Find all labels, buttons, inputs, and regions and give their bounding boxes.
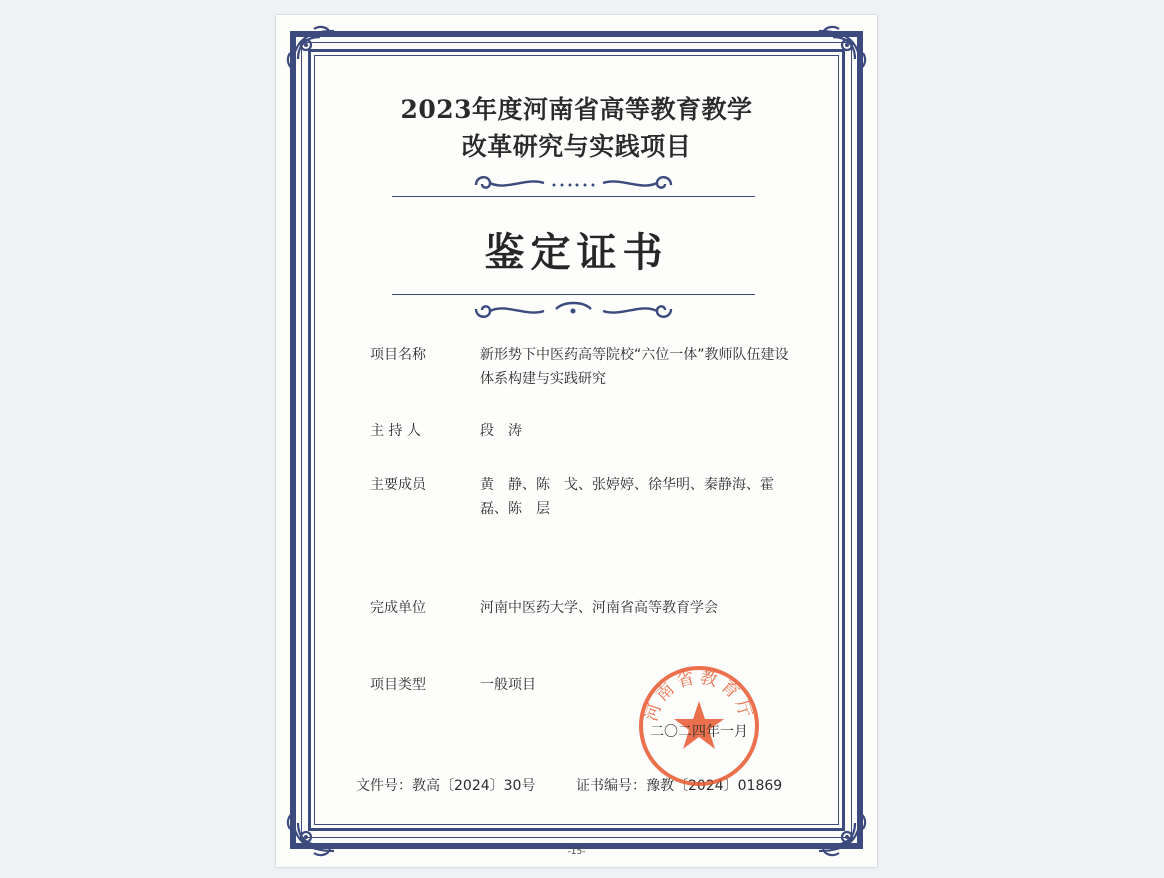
certificate-title-line2: 改革研究与实践项目	[461, 132, 692, 161]
field-label: 项目名称	[370, 347, 426, 363]
field-label: 完成单位	[370, 600, 426, 616]
flourish-ornament-icon	[466, 171, 681, 195]
issue-date: 二〇二四年一月	[650, 724, 748, 740]
corner-ornament-icon	[811, 23, 869, 81]
field-label: 主 持 人	[370, 423, 421, 439]
certificate-sheet	[276, 15, 877, 867]
field-label: 主要成员	[370, 477, 426, 493]
divider-line	[392, 196, 755, 197]
flourish-ornament-icon	[466, 297, 681, 321]
file-number: 文件号：教高〔2024〕30号	[356, 778, 536, 794]
divider-line	[392, 294, 755, 295]
field-value: 新形势下中医药高等院校“六位一体”教师队伍建设体系构建与实践研究	[480, 347, 789, 387]
certificate-number: 证书编号：豫教〔2024〕01869	[576, 778, 783, 794]
field-value: 河南中医药大学、河南省高等教育学会	[480, 600, 718, 616]
certificate-title-line1: 2023年度河南省高等教育教学	[400, 95, 753, 124]
field-value: 黄 静、陈 戈、张婷婷、徐华明、秦静海、霍 磊、陈 层	[480, 477, 788, 517]
certificate-heading: 鉴定证书	[484, 229, 669, 276]
field-value: 一般项目	[480, 677, 536, 693]
page-number: -15-	[567, 847, 586, 857]
field-value: 段 涛	[480, 423, 522, 439]
svg-text:河南省教育厅: 河南省教育厅	[641, 667, 757, 724]
corner-ornament-icon	[284, 23, 342, 81]
field-label: 项目类型	[370, 677, 426, 693]
